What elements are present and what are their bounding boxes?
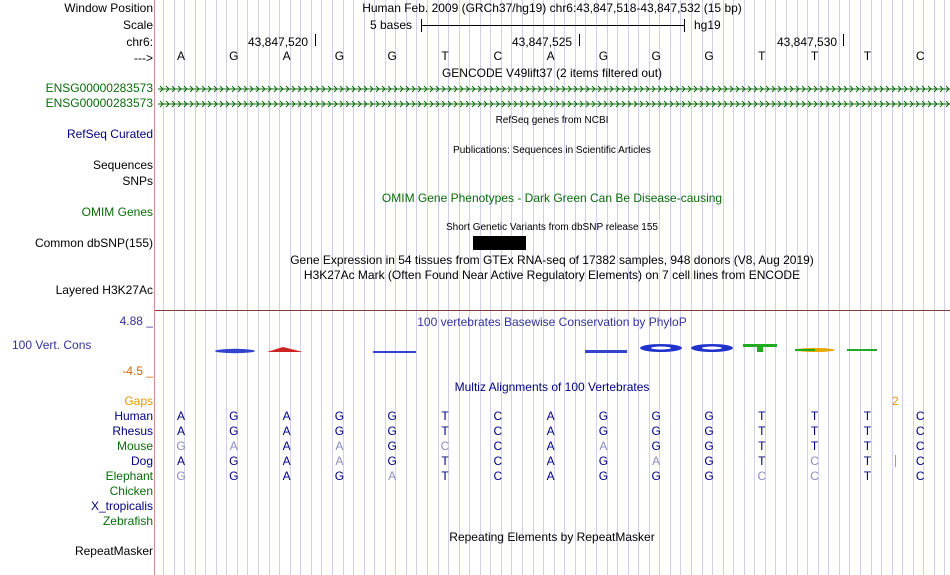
aligned-base: T [441,424,449,438]
aligned-base: A [546,469,555,483]
dbsnp-track-label[interactable]: Common dbSNP(155) [34,236,153,250]
aligned-base: T [810,409,819,423]
aligned-base: A [176,454,185,468]
species-label[interactable]: Human [114,409,153,423]
snps-track-label[interactable]: SNPs [122,174,153,188]
aligned-base: G [598,454,609,468]
chr-label: chr6: [126,35,153,49]
aligned-base: G [229,469,239,483]
scale-bar-right [684,19,685,32]
aligned-base: G [598,469,609,483]
aligned-base: G [229,409,239,423]
aligned-base: C [810,469,819,483]
species-label[interactable]: Rhesus [112,424,153,438]
aligned-base: T [758,454,766,468]
h3k27ac-track-label[interactable]: Layered H3K27Ac [55,283,153,297]
aligned-base: G [598,424,609,438]
aligned-base: C [757,469,767,483]
aligned-base: C [915,424,925,438]
phylop-letter-a [585,350,627,353]
phylop-letter-t [743,344,777,352]
gencode-track-title: GENCODE V49lift37 (2 items filtered out) [441,66,663,80]
aligned-base: G [387,409,397,423]
position-tick-label: 43,847,525 [512,35,573,49]
aligned-base: A [546,454,555,468]
aligned-base: T [758,424,766,438]
aligned-base: A [335,454,344,468]
aligned-base: A [229,439,238,453]
aligned-base: C [493,424,503,438]
species-label[interactable]: Dog [130,454,153,468]
refseq-track-title: RefSeq genes from NCBI [495,115,609,126]
aligned-base: C [915,454,925,468]
aligned-base: T [810,439,819,453]
repeatmasker-track-label[interactable]: RepeatMasker [74,544,153,558]
aligned-base: C [915,439,925,453]
aligned-base: T [863,469,872,483]
aligned-base: G [176,469,186,483]
aligned-base: A [546,409,555,423]
aligned-base: A [652,454,661,468]
sequences-track-label[interactable]: Sequences [92,158,153,172]
scale-label: Scale [122,18,153,32]
aligned-base: C [440,439,450,453]
aligned-base: A [176,409,185,423]
gencode-gene-feature[interactable] [158,83,950,93]
aligned-base: A [335,439,344,453]
aligned-base: C [493,469,503,483]
aligned-base: G [704,439,714,453]
aligned-base: G [334,409,345,423]
reference-base: A [176,49,185,63]
aligned-base: G [651,439,661,453]
gencode-gene-feature[interactable] [158,98,950,108]
cons-track-title: 100 vertebrates Basewise Conservation by PhyloP [417,315,687,329]
refseq-track-label[interactable]: RefSeq Curated [66,127,153,141]
aligned-base: T [758,439,766,453]
multiz-track-title: Multiz Alignments of 100 Vertebrates [454,380,650,394]
aligned-base: C [915,469,925,483]
phylop-letter-g [795,348,835,352]
gene-arrows [158,84,950,94]
phylop-letter-g [267,347,303,352]
phylop-letter-c [373,351,416,353]
aligned-base: A [176,424,185,438]
gencode-item-label[interactable]: ENSG00000283573 [45,81,153,95]
aligned-base: G [387,454,397,468]
reference-base: T [863,49,872,63]
aligned-base: A [282,424,291,438]
reference-base: T [441,49,449,63]
aligned-base: G [387,439,397,453]
scale-assembly: hg19 [694,18,721,32]
position-tick-label: 43,847,520 [248,35,309,49]
aligned-base: G [176,439,186,453]
aligned-base: G [704,424,714,438]
scale-bar [421,25,684,26]
aligned-base: G [598,409,609,423]
aligned-base: G [229,454,239,468]
label-separator [154,0,155,575]
aligned-base: C [810,454,819,468]
h3k27ac-track-title: H3K27Ac Mark (Often Found Near Active Regulatory Elements) on 7 cell lines from ENCODE [303,268,801,282]
aligned-base: T [863,439,872,453]
aligned-base: G [704,454,714,468]
reference-base: G [387,49,397,63]
reference-base: G [704,49,714,63]
reference-base: C [915,49,925,63]
aligned-base: C [493,439,503,453]
position-tick-label: 43,847,530 [777,35,838,49]
gene-arrows [158,99,950,109]
assembly-position-title: Human Feb. 2009 (GRCh37/hg19) chr6:43,847,518-43,847,532 (15 bp) [362,1,742,15]
cons-min-label: -4.5 _ [122,364,153,378]
species-label[interactable]: Zebrafish [102,514,153,528]
aligned-base: T [441,409,449,423]
position-tick [315,34,316,46]
aligned-base: G [651,409,661,423]
aligned-base: G [651,424,661,438]
aligned-base: A [282,439,291,453]
omim-track-label[interactable]: OMIM Genes [81,205,153,219]
aligned-base: A [388,469,397,483]
reference-base: G [651,49,661,63]
dbsnp-variant-feature[interactable] [473,236,526,250]
gaps-count: 2 [892,394,899,408]
dbsnp-track-title: Short Genetic Variants from dbSNP release 155 [446,222,658,233]
position-tick [843,34,844,46]
strand-label: ---> [134,51,153,65]
reference-base: G [598,49,609,63]
phylop-logo [155,340,950,358]
aligned-base: A [282,409,291,423]
repeatmasker-track-title: Repeating Elements by RepeatMasker [449,530,655,544]
aligned-base: C [493,454,503,468]
aligned-base: T [810,424,819,438]
reference-base: T [810,49,819,63]
reference-base: C [493,49,503,63]
reference-base: G [229,49,239,63]
aligned-base: G [704,469,714,483]
aligned-base: G [334,424,345,438]
scale-text: 5 bases [370,18,413,32]
aligned-base: T [863,454,872,468]
aligned-base: T [758,409,766,423]
publications-track-title: Publications: Sequences in Scientific Articles [453,145,651,156]
window-position-label: Window Position [64,1,153,15]
aligned-base: A [546,439,555,453]
reference-base: G [334,49,345,63]
species-label[interactable]: Elephant [105,469,153,483]
position-tick [579,34,580,46]
phylop-letter-a [215,349,255,353]
phylop-letter-g [691,344,733,352]
phylop-letter-g [640,344,682,352]
aligned-base: T [441,454,449,468]
aligned-base: G [704,409,714,423]
gencode-item-label[interactable]: ENSG00000283573 [45,96,153,110]
aligned-base: G [387,424,397,438]
aligned-base: A [546,424,555,438]
aligned-base: A [282,454,291,468]
aligned-base: G [334,469,345,483]
phylop-letter-t [847,349,877,351]
dog-insertion-marker[interactable] [895,455,896,467]
aligned-base: A [282,469,291,483]
reference-base: A [546,49,555,63]
species-label[interactable]: Mouse [116,439,153,453]
omim-track-title: OMIM Gene Phenotypes - Dark Green Can Be Disease-causing [381,191,723,205]
gaps-label: Gaps [124,394,153,408]
reference-base: T [758,49,766,63]
aligned-base: T [441,469,449,483]
species-label[interactable]: Chicken [109,484,153,498]
aligned-base: C [493,409,503,423]
cons-max-label: 4.88 _ [119,314,153,328]
aligned-base: T [863,424,872,438]
aligned-base: C [915,409,925,423]
aligned-base: T [863,409,872,423]
cons-track-label[interactable]: 100 Vert. Cons [12,338,92,352]
aligned-base: G [229,424,239,438]
gtex-track-title: Gene Expression in 54 tissues from GTEx RNA-seq of 17382 samples, 948 donors (V8, Aug 2019) [290,253,814,267]
h3k27ac-signal-line [155,310,950,311]
aligned-base: A [599,439,608,453]
species-label[interactable]: X_tropicalis [90,499,153,513]
aligned-base: G [651,469,661,483]
reference-base: A [282,49,291,63]
